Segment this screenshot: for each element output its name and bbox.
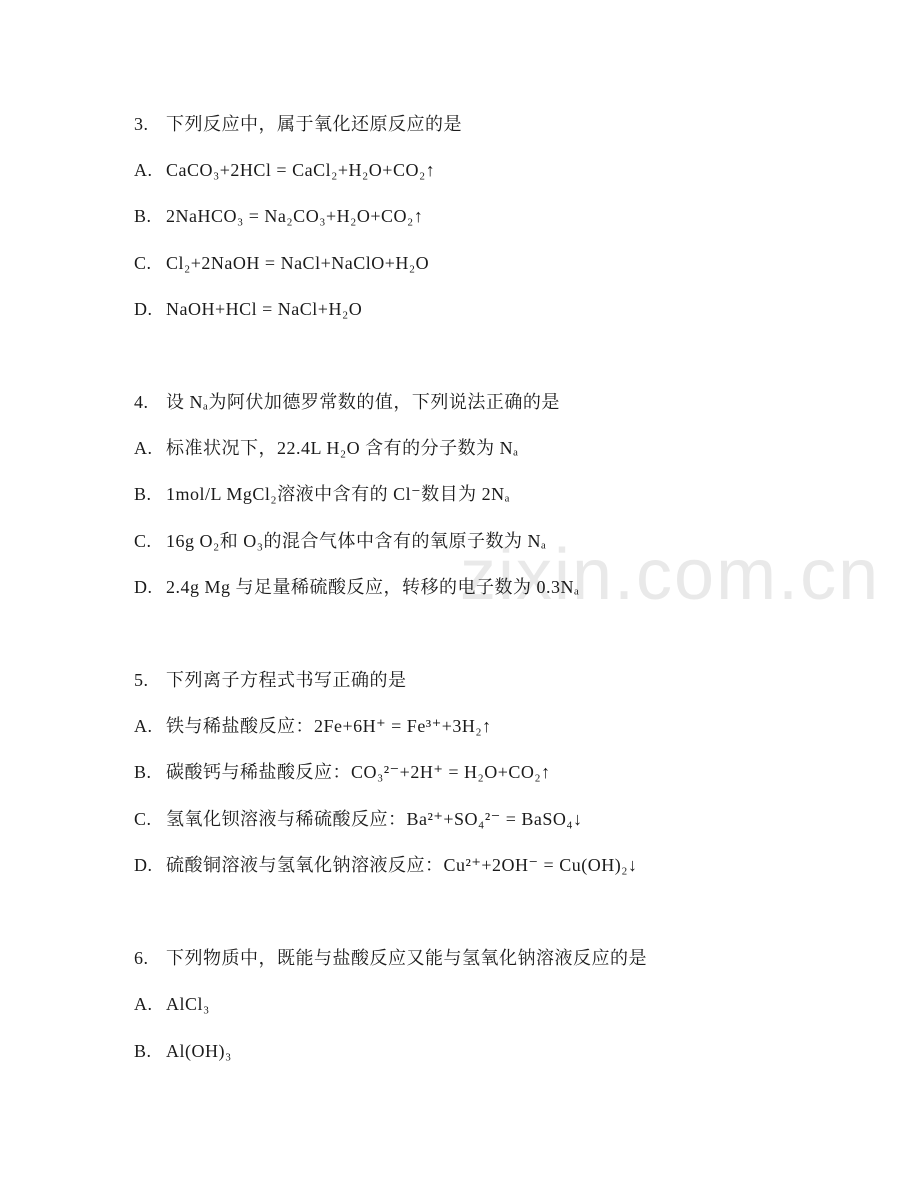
option-text: 16g O₂和 O₃的混合气体中含有的氧原子数为 Nₐ — [166, 531, 547, 551]
option-label: B. — [134, 1041, 152, 1061]
question-text: 下列离子方程式书写正确的是 — [166, 670, 407, 690]
watermark: zixin.com.cn — [460, 535, 881, 615]
question-number: 3. — [134, 114, 149, 134]
option-text: 铁与稀盐酸反应：2Fe+6H⁺ = Fe³⁺+3H₂↑ — [166, 716, 492, 736]
question-3-option-d — [134, 297, 362, 321]
question-5-stem — [134, 668, 407, 692]
option-label: D. — [134, 577, 153, 597]
option-text: 碳酸钙与稀盐酸反应：CO₃²⁻+2H⁺ = H₂O+CO₂↑ — [166, 762, 551, 782]
option-label: C. — [134, 809, 152, 829]
option-label: C. — [134, 253, 152, 273]
question-4-option-c — [134, 529, 546, 553]
option-text: 标准状况下，22.4L H₂O 含有的分子数为 Nₐ — [166, 438, 519, 458]
question-3-option-a — [134, 158, 435, 182]
option-text: CaCO₃+2HCl = CaCl₂+H₂O+CO₂↑ — [166, 160, 436, 180]
option-label: A. — [134, 438, 153, 458]
question-3-option-b — [134, 204, 423, 228]
question-4-option-d — [134, 575, 579, 599]
option-text: 1mol/L MgCl₂溶液中含有的 Cl⁻数目为 2Nₐ — [166, 484, 511, 504]
question-text: 设 Nₐ为阿伏加德罗常数的值，下列说法正确的是 — [166, 392, 560, 412]
option-label: B. — [134, 762, 152, 782]
option-text: 硫酸铜溶液与氢氧化钠溶液反应：Cu²⁺+2OH⁻ = Cu(OH)₂↓ — [166, 855, 638, 875]
option-text: Cl₂+2NaOH = NaCl+NaClO+H₂O — [166, 253, 430, 273]
question-text: 下列反应中，属于氧化还原反应的是 — [166, 114, 462, 134]
option-text: Al(OH)₃ — [166, 1041, 232, 1061]
option-label: A. — [134, 160, 153, 180]
question-number: 6. — [134, 948, 149, 968]
question-3-option-c — [134, 251, 429, 275]
question-text: 下列物质中，既能与盐酸反应又能与氢氧化钠溶液反应的是 — [166, 948, 647, 968]
question-4-stem — [134, 390, 560, 414]
option-label: B. — [134, 206, 152, 226]
question-3-stem — [134, 112, 462, 136]
option-label: A. — [134, 716, 153, 736]
question-5-option-b — [134, 760, 551, 784]
question-number: 5. — [134, 670, 149, 690]
option-text: NaOH+HCl = NaCl+H₂O — [166, 299, 363, 319]
question-5-option-c — [134, 807, 583, 831]
question-5-option-d — [134, 853, 637, 877]
question-6-option-b — [134, 1039, 232, 1063]
question-number: 4. — [134, 392, 149, 412]
option-text: 氢氧化钡溶液与稀硫酸反应：Ba²⁺+SO₄²⁻ = BaSO₄↓ — [166, 809, 583, 829]
option-text: AlCl₃ — [166, 994, 210, 1014]
option-label: A. — [134, 994, 153, 1014]
option-label: B. — [134, 484, 152, 504]
option-label: D. — [134, 855, 153, 875]
option-label: C. — [134, 531, 152, 551]
question-6-option-a — [134, 992, 210, 1016]
option-label: D. — [134, 299, 153, 319]
question-5-option-a — [134, 714, 492, 738]
option-text: 2NaHCO₃ = Na₂CO₃+H₂O+CO₂↑ — [166, 206, 424, 226]
question-6-stem — [134, 946, 647, 970]
option-text: 2.4g Mg 与足量稀硫酸反应，转移的电子数为 0.3Nₐ — [166, 577, 580, 597]
question-4-option-b — [134, 482, 510, 506]
question-4-option-a — [134, 436, 519, 460]
